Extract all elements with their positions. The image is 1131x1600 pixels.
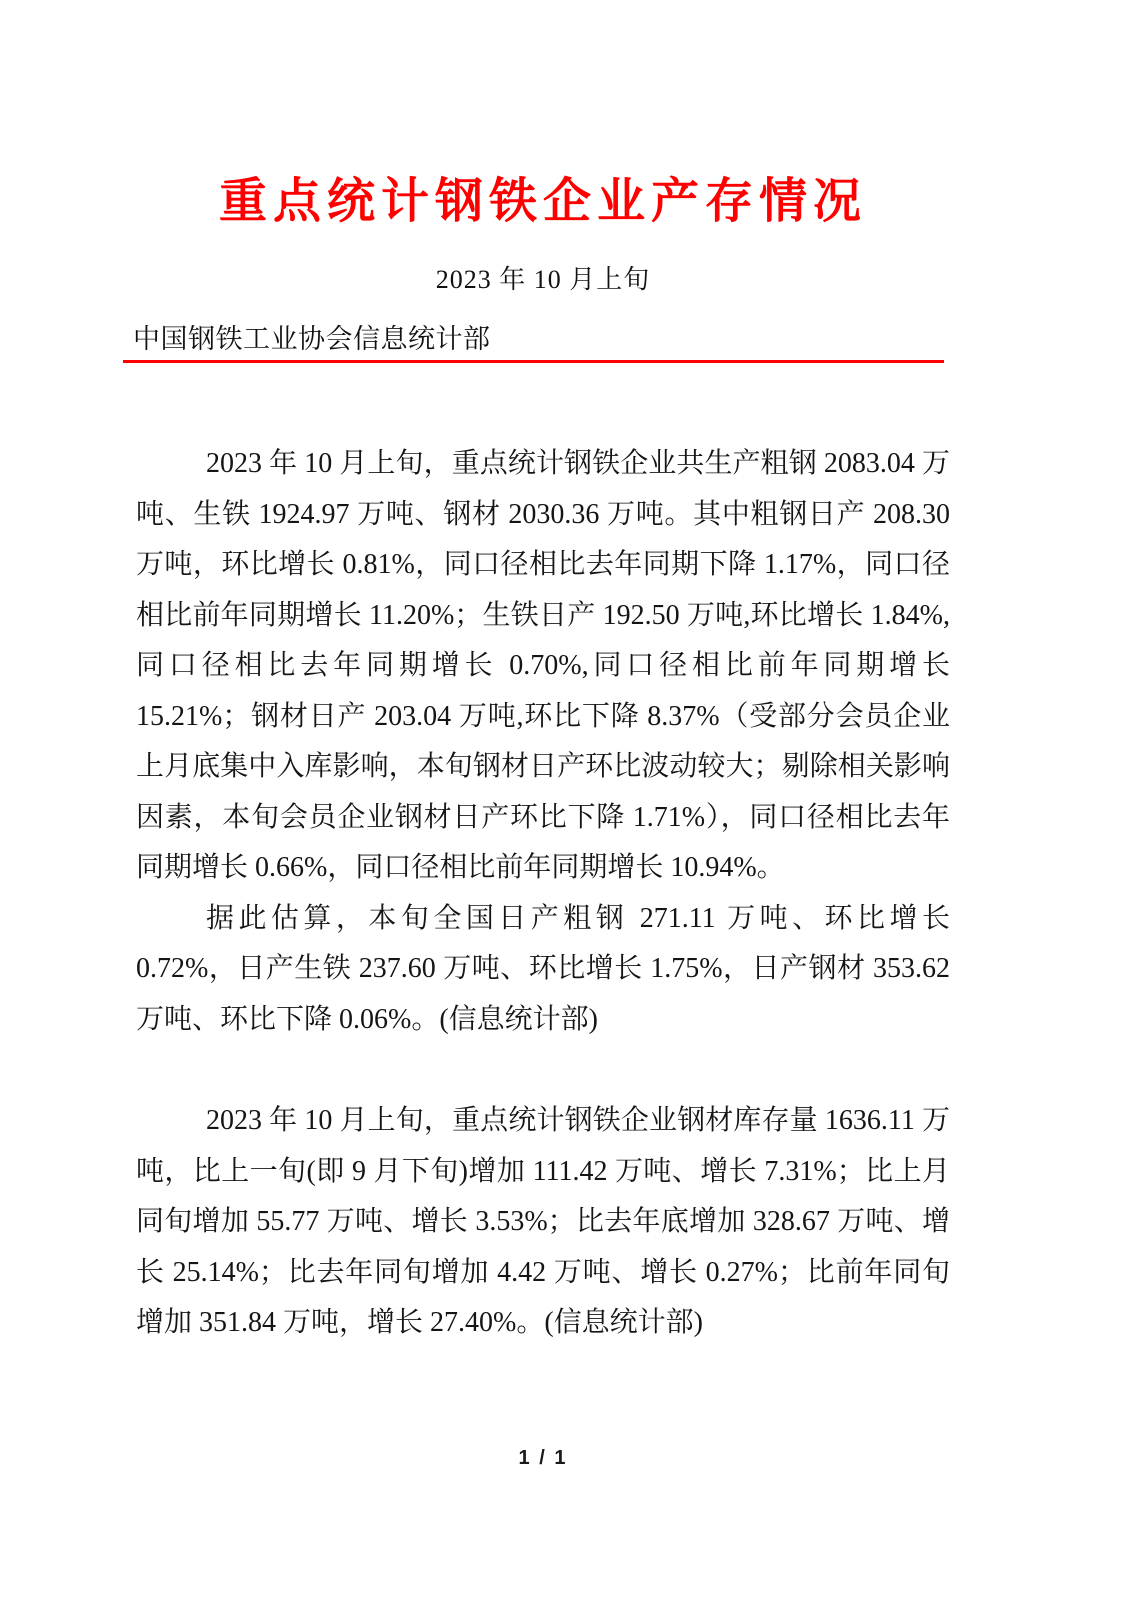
paragraph-national-estimate: 据此估算，本旬全国日产粗钢 271.11 万吨、环比增长 0.72%，日产生铁 237.60 万吨、环比增长 1.75%，日产钢材 353.62 万吨、环比下降 0.06%。(信息统计部) [136,902,950,1035]
red-divider-line [123,360,944,363]
document-subtitle: 2023 年 10 月上旬 [435,265,651,294]
paragraph-production: 2023 年 10 月上旬，重点统计钢铁企业共生产粗钢 2083.04 万吨、生铁 1924.97 万吨、钢材 2030.36 万吨。其中粗钢日产 208.30 万吨，环比增长 0.81%，同口径相比去年同期下降 1.17%，同口径相比前年同期增长 11.20%；生铁日产 192.50 万吨,环比增长 1.84%,同口径相比去年同期增长 0.70%,同口径相比前年同期增长 15.21%；钢材日产 203.04 万吨,环比下降 8.37%（受部分会员企业上月底集中入库影响，本旬钢材日产环比波动较大；剔除相关影响因素，本旬会员企业钢材日产环比下降 1.71%），同口径相比去年同期增长 0.66%，同口径相比前年同期增长 10.94%。 [136,448,950,883]
department-name: 中国钢铁工业协会信息统计部 [133,324,491,354]
document-title: 重点统计钢铁企业产存情况 [218,175,867,228]
page-number: 1 / 1 [518,1447,568,1469]
paragraph-inventory: 2023 年 10 月上旬，重点统计钢铁企业钢材库存量 1636.11 万吨，比上一旬(即 9 月下旬)增加 111.42 万吨、增长 7.31%；比上月同旬增加 55.77 万吨、增长 3.53%；比去年底增加 328.67 万吨、增长 25.14%；比去年同旬增加 4.42 万吨、增长 0.27%；比前年同旬增加 351.84 万吨，增长 27.40%。(信息统计部) [136,1105,950,1338]
document-body [136,439,950,1349]
